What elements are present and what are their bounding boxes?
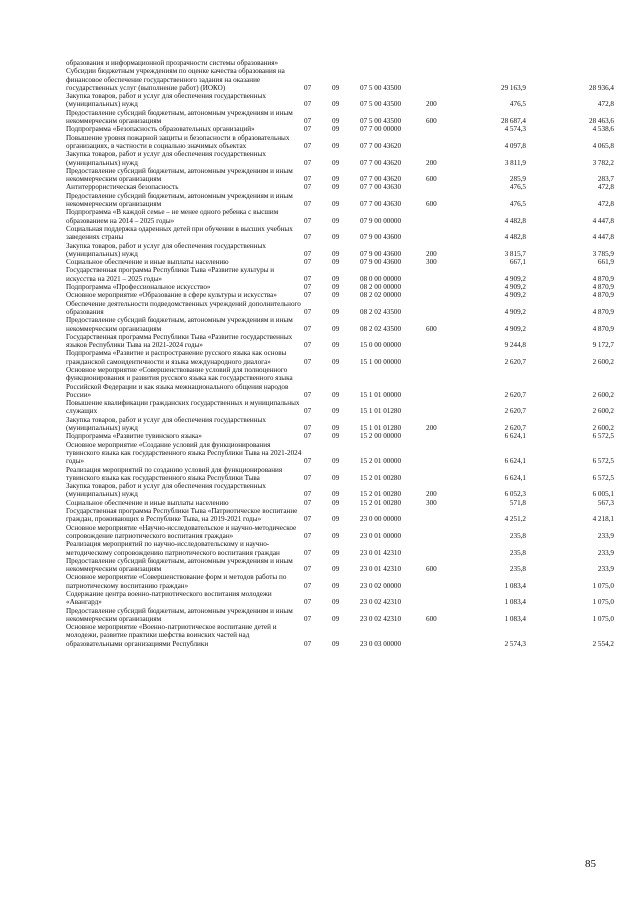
section-code: 07 (304, 357, 312, 366)
subsection-code: 09 (332, 639, 340, 648)
expense-type-code: 600 (426, 324, 437, 333)
amount-year-2: 1 075,0 (592, 581, 614, 590)
target-article-code: 07 9 00 43600 (360, 258, 402, 267)
amount-year-2: 2 600,2 (592, 357, 614, 366)
amount-year-1: 4 482,8 (504, 216, 526, 225)
amount-year-1: 235,8 (509, 531, 526, 540)
amount-year-1: 1 083,4 (504, 614, 526, 623)
subsection-code: 09 (332, 117, 340, 126)
amount-year-1: 4 097,8 (504, 141, 526, 150)
expense-type-code (426, 573, 456, 590)
expense-type-code (426, 432, 456, 440)
expense-type-code (426, 623, 456, 648)
row-name: Обеспечение деятельности подведомственных учреждений дополнительного образования (66, 299, 301, 316)
table-row (66, 573, 614, 590)
amount-year-2: 4 447,8 (592, 216, 614, 225)
table-row (66, 482, 614, 499)
table-row (66, 333, 614, 350)
amount-year-1: 3 811,9 (504, 158, 526, 167)
amount-year-2: 9 172,7 (592, 341, 614, 350)
subsection-code: 09 (332, 233, 340, 242)
table-row (66, 466, 614, 483)
target-article-code: 15 1 01 01280 (360, 424, 402, 433)
table-row (66, 109, 614, 126)
target-article-code: 07 7 00 43630 (360, 200, 402, 209)
row-name: Повышение квалификации гражданских государственных и муниципальных служащих (66, 399, 300, 416)
table-row (66, 623, 614, 648)
table-row (66, 242, 614, 259)
target-article-code: 23 0 02 42310 (360, 614, 402, 623)
row-name: Содержание центра военно-патриотического воспитания молодежи «Авангард» (66, 590, 272, 607)
subsection-code: 09 (332, 125, 340, 134)
target-article-code: 08 2 02 00000 (360, 291, 402, 300)
expense-type-code (426, 183, 456, 191)
subsection-code: 09 (332, 490, 340, 499)
section-code: 07 (304, 490, 312, 499)
amount-year-1: 2 620,7 (504, 357, 526, 366)
expense-type-code (426, 366, 456, 399)
subsection-code (332, 59, 360, 67)
expense-type-code (426, 507, 456, 524)
amount-year-2: 2 600,2 (592, 424, 614, 433)
row-name: Подпрограмма «В каждой семье – не менее одного ребенка с высшим образованием на 2014 – 2025 годы» (66, 208, 279, 225)
row-name: Субсидии бюджетным учреждениям по оценке качества образования на финансовое обеспечение государственного задания на оказание государственных услуг (выполнение работ) (ИОКО) (66, 67, 285, 92)
subsection-code: 09 (332, 614, 340, 623)
subsection-code: 09 (332, 200, 340, 209)
amount-year-1: 4 909,2 (504, 274, 526, 283)
row-name: Предоставление субсидий бюджетным, автономным учреждениям и иным некоммерческим организациям (66, 108, 293, 126)
target-article-code: 23 0 01 42310 (360, 565, 402, 574)
row-name: образования и информационной прозрачности системы образования» (66, 59, 279, 67)
section-code: 07 (304, 307, 312, 316)
subsection-code: 09 (332, 565, 340, 574)
subsection-code: 09 (332, 291, 340, 300)
row-name: Подпрограмма «Развитие тувинского языка» (66, 432, 202, 441)
amount-year-2: 472,8 (597, 183, 614, 192)
expense-type-code (426, 466, 456, 483)
target-article-code: 15 0 00 00000 (360, 341, 402, 350)
amount-year-1: 9 244,8 (504, 341, 526, 350)
subsection-code: 09 (332, 175, 340, 184)
subsection-code: 09 (332, 100, 340, 109)
table-row (66, 399, 614, 416)
expense-type-code (426, 283, 456, 291)
table-row (66, 92, 614, 109)
row-name: Закупка товаров, работ и услуг для обеспечения государственных (муниципальных) нужд (66, 482, 266, 499)
table-row (66, 192, 614, 209)
amount-year-2: 4 870,9 (592, 274, 614, 283)
amount-year-1: 4 909,2 (504, 291, 526, 300)
amount-year-2: 4 870,9 (592, 307, 614, 316)
target-article-code: 15 2 01 00280 (360, 498, 402, 507)
amount-year-1: 285,9 (509, 175, 526, 184)
expense-type-code: 600 (426, 175, 437, 184)
amount-year-1: 235,8 (509, 565, 526, 574)
target-article-code: 23 0 00 00000 (360, 515, 402, 524)
target-article-code: 23 0 01 42310 (360, 548, 402, 557)
target-article-code: 07 5 00 43500 (360, 83, 402, 92)
amount-year-2 (534, 59, 614, 67)
target-article-code: 15 2 01 00280 (360, 473, 402, 482)
amount-year-2: 233,9 (597, 565, 614, 574)
table-row (66, 366, 614, 399)
amount-year-2: 28 936,4 (589, 83, 614, 92)
row-name: Реализация мероприятий по научно-исследовательскому и научно-методическому сопровождению патриотического воспитания граждан (66, 540, 280, 557)
table-row (66, 167, 614, 184)
amount-year-2: 28 463,6 (589, 117, 614, 126)
section-code: 07 (304, 249, 312, 258)
subsection-code: 09 (332, 581, 340, 590)
target-article-code: 08 2 02 43500 (360, 307, 402, 316)
subsection-code: 09 (332, 324, 340, 333)
subsection-code: 09 (332, 216, 340, 225)
amount-year-1: 4 574,3 (504, 125, 526, 134)
row-name: Подпрограмма «Развитие и распространение русского языка как основы гражданской самоидентичности и языка международного диалога» (66, 349, 287, 366)
amount-year-1: 6 624,1 (504, 457, 526, 466)
target-article-code: 23 0 02 00000 (360, 581, 402, 590)
section-code: 07 (304, 274, 312, 283)
expense-type-code: 200 (426, 158, 437, 167)
subsection-code: 09 (332, 258, 340, 267)
amount-year-2: 1 075,0 (592, 614, 614, 623)
section-code: 07 (304, 100, 312, 109)
expense-type-code: 600 (426, 565, 437, 574)
row-name: Предоставление субсидий бюджетным, автономным учреждениям и иным некоммерческим организациям (66, 166, 293, 184)
target-article-code: 07 7 00 00000 (360, 125, 402, 134)
section-code: 07 (304, 175, 312, 184)
section-code: 07 (304, 141, 312, 150)
row-name: Закупка товаров, работ и услуг для обеспечения государственных (муниципальных) нужд (66, 415, 266, 433)
expense-type-code (426, 524, 456, 541)
amount-year-2: 6 572,5 (592, 432, 614, 441)
target-article-code: 08 2 00 00000 (360, 283, 402, 292)
subsection-code: 09 (332, 424, 340, 433)
expense-type-code: 200 (426, 100, 437, 109)
target-article-code: 15 2 00 00000 (360, 432, 402, 441)
row-name: Государственная программа Республики Тыва «Патриотическое воспитание граждан, проживающих в Республике Тыва, на 2019-2021 годы» (66, 507, 298, 524)
row-name: Подпрограмма «Профессиональное искусство» (66, 283, 211, 292)
target-article-code: 08 0 00 00000 (360, 274, 402, 283)
table-row (66, 349, 614, 366)
amount-year-2: 567,3 (597, 498, 614, 507)
amount-year-2: 283,7 (597, 175, 614, 184)
amount-year-1: 6 624,1 (504, 473, 526, 482)
amount-year-2: 6 005,1 (592, 490, 614, 499)
subsection-code: 09 (332, 283, 340, 292)
amount-year-2: 6 572,5 (592, 457, 614, 466)
row-name: Подпрограмма «Безопасность образовательных организаций» (66, 125, 255, 134)
subsection-code: 09 (332, 357, 340, 366)
row-name: Предоставление субсидий бюджетным, автономным учреждениям и иным некоммерческим организациям (66, 316, 293, 333)
row-name: Закупка товаров, работ и услуг для обеспечения государственных (муниципальных) нужд (66, 92, 266, 109)
table-row (66, 607, 614, 624)
subsection-code: 09 (332, 249, 340, 258)
row-name: Реализация мероприятий по созданию условий для функционирования тувинского языка как государственного языка Республики Тыва (66, 465, 283, 482)
amount-year-1: 476,5 (509, 183, 526, 192)
subsection-code: 09 (332, 598, 340, 607)
amount-year-1: 235,8 (509, 548, 526, 557)
section-code: 07 (304, 341, 312, 350)
target-article-code: 07 9 00 43600 (360, 249, 402, 258)
row-name: Социальная поддержка одаренных детей при обучении в высших учебных заведениях страны (66, 224, 293, 242)
row-name: Основное мероприятие «Научно-исследовательское и научно-методическое сопровождение патриотического воспитания граждан» (66, 523, 297, 540)
target-article-code: 07 7 00 43630 (360, 183, 402, 192)
amount-year-2: 1 075,0 (592, 598, 614, 607)
expense-type-code (426, 208, 456, 225)
target-article-code: 07 5 00 43500 (360, 100, 402, 109)
row-name: Социальное обеспечение и иные выплаты населению (66, 258, 229, 267)
target-article-code: 07 7 00 43620 (360, 175, 402, 184)
expense-type-code (426, 67, 456, 92)
section-code: 07 (304, 158, 312, 167)
amount-year-1: 2 620,7 (504, 407, 526, 416)
section-code: 07 (304, 125, 312, 134)
target-article-code: 15 2 01 00280 (360, 490, 402, 499)
subsection-code: 09 (332, 498, 340, 507)
section-code: 07 (304, 291, 312, 300)
section-code: 07 (304, 473, 312, 482)
expense-type-code: 600 (426, 117, 437, 126)
amount-year-1: 571,8 (509, 498, 526, 507)
target-article-code: 07 5 00 43500 (360, 117, 402, 126)
amount-year-2: 4 447,8 (592, 233, 614, 242)
section-code: 07 (304, 324, 312, 333)
subsection-code: 09 (332, 432, 340, 441)
target-article-code: 23 0 02 42310 (360, 598, 402, 607)
row-name: Предоставление субсидий бюджетным, автономным учреждениям и иным некоммерческим организациям (66, 606, 293, 623)
table-row (66, 416, 614, 433)
table-row (66, 59, 614, 67)
table-row (66, 283, 614, 291)
amount-year-1: 1 083,4 (504, 598, 526, 607)
table-row (66, 183, 614, 191)
row-name: Повышение уровня пожарной защиты и безопасности в образовательных организациях, в частности в социально значимых объектах (66, 133, 290, 150)
table-row (66, 67, 614, 92)
amount-year-1 (456, 59, 534, 67)
amount-year-2: 4 065,8 (592, 141, 614, 150)
amount-year-1: 4 251,2 (504, 515, 526, 524)
amount-year-1: 4 482,8 (504, 233, 526, 242)
amount-year-1: 6 624,1 (504, 432, 526, 441)
amount-year-2: 472,8 (597, 100, 614, 109)
expense-type-code (426, 540, 456, 557)
table-row (66, 499, 614, 507)
row-name: Социальное обеспечение и иные выплаты населению (66, 498, 229, 507)
section-code: 07 (304, 531, 312, 540)
subsection-code: 09 (332, 548, 340, 557)
subsection-code: 09 (332, 307, 340, 316)
page-number: 85 (585, 858, 596, 870)
row-name: Государственная программа Республики Тыва «Развитие государственных языков Республики Тыва на 2021-2024 годы» (66, 332, 293, 350)
expense-type-code (426, 291, 456, 299)
amount-year-2: 4 870,9 (592, 324, 614, 333)
row-name: Предоставление субсидий бюджетным, автономным учреждениям и иным некоммерческим организациям (66, 191, 293, 209)
row-name: Основное мероприятие «Образование в сфере культуры и искусства» (66, 291, 277, 300)
amount-year-1: 2 620,7 (504, 390, 526, 399)
target-article-code: 15 1 00 00000 (360, 357, 402, 366)
expense-type-code: 200 (426, 490, 437, 499)
target-article-code: 07 7 00 43620 (360, 158, 402, 167)
section-code: 07 (304, 457, 312, 466)
table-row (66, 316, 614, 333)
amount-year-2: 4 218,1 (592, 515, 614, 524)
expense-type-code: 200 (426, 424, 437, 433)
subsection-code: 09 (332, 83, 340, 92)
budget-table (66, 59, 614, 648)
amount-year-1: 1 083,4 (504, 581, 526, 590)
expense-type-code (426, 134, 456, 151)
target-article-code (360, 59, 426, 67)
target-article-code: 23 0 03 00000 (360, 639, 402, 648)
amount-year-2: 2 600,2 (592, 390, 614, 399)
section-code: 07 (304, 200, 312, 209)
table-row (66, 300, 614, 317)
subsection-code: 09 (332, 183, 340, 192)
amount-year-1: 3 815,7 (504, 249, 526, 258)
amount-year-2: 661,9 (597, 258, 614, 267)
expense-type-code (426, 333, 456, 350)
section-code: 07 (304, 565, 312, 574)
amount-year-1: 4 909,2 (504, 324, 526, 333)
table-row (66, 432, 614, 440)
amount-year-1: 4 909,2 (504, 283, 526, 292)
amount-year-2: 472,8 (597, 200, 614, 209)
amount-year-1: 29 163,9 (501, 83, 526, 92)
subsection-code: 09 (332, 390, 340, 399)
target-article-code: 07 7 00 43620 (360, 141, 402, 150)
row-name: Предоставление субсидий бюджетным, автономным учреждениям и иным некоммерческим организациям (66, 556, 293, 574)
subsection-code: 09 (332, 341, 340, 350)
table-row (66, 266, 614, 283)
row-name: Основное мероприятие «Совершенствование форм и методов работы по патриотическому воспитанию граждан» (66, 573, 287, 590)
subsection-code: 09 (332, 274, 340, 283)
expense-type-code (426, 125, 456, 133)
section-code (304, 59, 332, 67)
subsection-code: 09 (332, 141, 340, 150)
table-row (66, 150, 614, 167)
row-name: Государственная программа Республики Тыва «Развитие культуры и искусства на 2021 – 2025 годы» (66, 266, 275, 283)
row-name: Основное мероприятие «Совершенствование условий для полноценного функционирования и развития русского языка как государственного языка Российской Федерации и как языка межнационального общения народов России» (66, 365, 293, 399)
table-row (66, 258, 614, 266)
section-code: 07 (304, 83, 312, 92)
amount-year-1: 4 909,2 (504, 307, 526, 316)
table-row (66, 507, 614, 524)
amount-year-1: 476,5 (509, 200, 526, 209)
target-article-code: 23 0 01 00000 (360, 531, 402, 540)
target-article-code: 07 9 00 43600 (360, 233, 402, 242)
subsection-code: 09 (332, 473, 340, 482)
section-code: 07 (304, 548, 312, 557)
section-code: 07 (304, 216, 312, 225)
section-code: 07 (304, 432, 312, 441)
row-name: Антитеррористическая безопасность (66, 183, 179, 192)
section-code: 07 (304, 639, 312, 648)
table-row (66, 225, 614, 242)
amount-year-1: 476,5 (509, 100, 526, 109)
target-article-code: 15 2 01 00000 (360, 457, 402, 466)
amount-year-1: 28 687,4 (501, 117, 526, 126)
table-row (66, 291, 614, 299)
table-row (66, 134, 614, 151)
subsection-code: 09 (332, 407, 340, 416)
amount-year-2: 3 785,9 (592, 249, 614, 258)
expense-type-code (426, 59, 456, 67)
section-code: 07 (304, 498, 312, 507)
expense-type-code (426, 590, 456, 607)
amount-year-2: 4 538,6 (592, 125, 614, 134)
expense-type-code: 300 (426, 258, 437, 267)
expense-type-code: 600 (426, 614, 437, 623)
table-row (66, 441, 614, 466)
amount-year-2: 233,9 (597, 531, 614, 540)
section-code: 07 (304, 117, 312, 126)
target-article-code: 08 2 02 43500 (360, 324, 402, 333)
subsection-code: 09 (332, 531, 340, 540)
target-article-code: 15 1 01 01280 (360, 407, 402, 416)
section-code: 07 (304, 515, 312, 524)
row-name: Основное мероприятие «Военно-патриотическое воспитание детей и молодежи, развитие практики шефства воинских частей над образовательными организациями Республики (66, 623, 277, 648)
table-row (66, 557, 614, 574)
section-code: 07 (304, 614, 312, 623)
table-row (66, 125, 614, 133)
section-code: 07 (304, 407, 312, 416)
expense-type-code: 600 (426, 200, 437, 209)
row-name: Закупка товаров, работ и услуг для обеспечения государственных (муниципальных) нужд (66, 150, 266, 167)
amount-year-2: 4 870,9 (592, 283, 614, 292)
amount-year-2: 233,9 (597, 548, 614, 557)
amount-year-2: 2 600,2 (592, 407, 614, 416)
row-name: Закупка товаров, работ и услуг для обеспечения государственных (муниципальных) нужд (66, 241, 266, 258)
amount-year-1: 2 620,7 (504, 424, 526, 433)
expense-type-code (426, 225, 456, 242)
amount-year-2: 2 554,2 (592, 639, 614, 648)
amount-year-1: 667,1 (509, 258, 526, 267)
table-row (66, 540, 614, 557)
section-code: 07 (304, 390, 312, 399)
target-article-code: 07 9 00 00000 (360, 216, 402, 225)
budget-table-body (66, 59, 614, 648)
expense-type-code (426, 349, 456, 366)
expense-type-code (426, 266, 456, 283)
expense-type-code: 200 (426, 249, 437, 258)
table-row (66, 208, 614, 225)
section-code: 07 (304, 424, 312, 433)
section-code: 07 (304, 283, 312, 292)
expense-type-code (426, 300, 456, 317)
subsection-code: 09 (332, 158, 340, 167)
amount-year-1: 6 052,3 (504, 490, 526, 499)
section-code: 07 (304, 233, 312, 242)
table-row (66, 524, 614, 541)
expense-type-code (426, 399, 456, 416)
row-name: Основное мероприятие «Создание условий для функционирования тувинского языка как государственного языка Республики Тыва на 2021-2024 годы» (66, 440, 302, 466)
amount-year-2: 3 782,2 (592, 158, 614, 167)
amount-year-2: 4 870,9 (592, 291, 614, 300)
section-code: 07 (304, 183, 312, 192)
target-article-code: 15 1 01 00000 (360, 390, 402, 399)
section-code: 07 (304, 581, 312, 590)
subsection-code: 09 (332, 457, 340, 466)
section-code: 07 (304, 258, 312, 267)
amount-year-2: 6 572,5 (592, 473, 614, 482)
subsection-code: 09 (332, 515, 340, 524)
table-row (66, 590, 614, 607)
expense-type-code: 300 (426, 498, 437, 507)
expense-type-code (426, 441, 456, 466)
section-code: 07 (304, 598, 312, 607)
amount-year-1: 2 574,3 (504, 639, 526, 648)
